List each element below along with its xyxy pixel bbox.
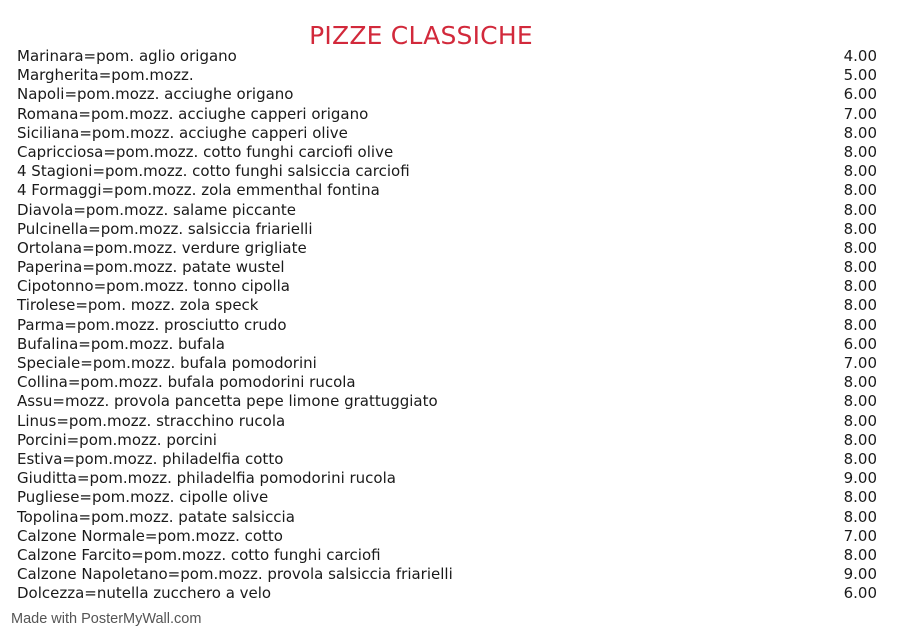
- menu-item-price: 8.00: [843, 258, 877, 277]
- menu-item-price: 7.00: [843, 354, 877, 372]
- menu-item: [17, 527, 887, 546]
- menu-item-price: 8.00: [843, 296, 877, 315]
- menu-item-name: Siciliana=pom.mozz. acciughe capperi olive: [17, 123, 348, 142]
- menu-item: [17, 47, 887, 66]
- menu-item: [17, 124, 887, 143]
- menu-item: [17, 296, 887, 315]
- menu-item: [17, 85, 887, 104]
- footer-credit: Made with PosterMyWall.com: [11, 611, 202, 627]
- menu-item: [17, 239, 887, 258]
- menu-item-price: 8.00: [843, 545, 877, 564]
- menu-item-price: 5.00: [843, 66, 877, 85]
- menu-item: [17, 488, 887, 507]
- menu-item-name: Speciale=pom.mozz. bufala pomodorini: [17, 354, 317, 372]
- menu-item-price: 8.00: [843, 219, 877, 238]
- menu-item-name: 4 Formaggi=pom.mozz. zola emmenthal fontina: [17, 181, 380, 200]
- menu-item-price: 8.00: [843, 123, 877, 142]
- menu-item: [17, 105, 887, 124]
- menu-item-name: Parma=pom.mozz. prosciutto crudo: [17, 315, 287, 334]
- menu-item-name: Pugliese=pom.mozz. cipolle olive: [17, 488, 269, 507]
- menu-item-name: Porcini=pom.mozz. porcini: [17, 430, 217, 449]
- menu-item-price: 4.00: [843, 47, 877, 65]
- menu-item: [17, 412, 887, 431]
- menu-item-name: Ortolana=pom.mozz. verdure grigliate: [17, 238, 307, 257]
- menu-item-price: 8.00: [843, 373, 877, 392]
- page-title: PIZZE CLASSICHE: [309, 20, 533, 50]
- menu-item: [17, 584, 887, 603]
- menu-item: [17, 546, 887, 565]
- menu-item-price: 6.00: [843, 334, 877, 353]
- menu-item: [17, 354, 887, 373]
- menu-item-name: Napoli=pom.mozz. acciughe origano: [17, 85, 294, 104]
- menu-item-name: Estiva=pom.mozz. philadelfia cotto: [17, 449, 284, 468]
- menu-item: [17, 277, 887, 296]
- menu-item-price: 8.00: [843, 488, 877, 507]
- menu-item-price: 7.00: [843, 104, 877, 123]
- menu-item-name: Linus=pom.mozz. stracchino rucola: [17, 411, 286, 430]
- menu-item-name: Dolcezza=nutella zucchero a velo: [17, 584, 272, 603]
- menu-item-name: Bufalina=pom.mozz. bufala: [17, 334, 225, 353]
- menu-item-price: 8.00: [843, 200, 877, 219]
- menu-item-price: 8.00: [843, 142, 877, 161]
- menu-item-name: Cipotonno=pom.mozz. tonno cipolla: [17, 277, 290, 296]
- menu-item: [17, 469, 887, 488]
- menu-item-name: Collina=pom.mozz. bufala pomodorini rucola: [17, 373, 356, 392]
- menu-item: [17, 181, 887, 200]
- menu-item-name: Tirolese=pom. mozz. zola speck: [17, 296, 259, 315]
- menu-item: [17, 162, 887, 181]
- menu-item-name: Paperina=pom.mozz. patate wustel: [17, 258, 285, 277]
- menu-item: [17, 565, 887, 584]
- menu-item: [17, 66, 887, 85]
- menu-item: [17, 431, 887, 450]
- menu-item-price: 9.00: [843, 565, 877, 584]
- menu-item: [17, 392, 887, 411]
- menu-item: [17, 316, 887, 335]
- menu-item-name: Topolina=pom.mozz. patate salsiccia: [17, 507, 295, 526]
- menu-item: [17, 143, 887, 162]
- menu-item-name: Romana=pom.mozz. acciughe capperi origano: [17, 104, 369, 123]
- menu-item-price: 6.00: [843, 584, 877, 603]
- menu-item-price: 8.00: [843, 430, 877, 449]
- menu-item: [17, 450, 887, 469]
- menu-item-name: Calzone Farcito=pom.mozz. cotto funghi carciofi: [17, 545, 381, 564]
- menu-item-price: 8.00: [843, 507, 877, 526]
- menu-item-name: Calzone Napoletano=pom.mozz. provola salsiccia friarielli: [17, 565, 453, 584]
- menu-item-name: Diavola=pom.mozz. salame piccante: [17, 200, 297, 219]
- menu-item: [17, 258, 887, 277]
- menu-item: [17, 508, 887, 527]
- menu-item-price: 8.00: [843, 411, 877, 430]
- menu-item-price: 8.00: [843, 238, 877, 257]
- menu-item: [17, 335, 887, 354]
- menu-item-price: 8.00: [843, 449, 877, 468]
- menu-item-price: 6.00: [843, 85, 877, 104]
- menu-item-name: Capricciosa=pom.mozz. cotto funghi carciofi olive: [17, 142, 394, 161]
- menu-item-name: Giuditta=pom.mozz. philadelfia pomodorini rucola: [17, 469, 396, 488]
- menu-item-price: 8.00: [843, 277, 877, 296]
- menu-item-price: 8.00: [843, 392, 877, 411]
- menu-item-name: Calzone Normale=pom.mozz. cotto: [17, 526, 283, 545]
- menu-item-price: 8.00: [843, 181, 877, 200]
- menu-item-price: 7.00: [843, 526, 877, 545]
- menu-item-price: 8.00: [843, 315, 877, 334]
- menu-item-name: 4 Stagioni=pom.mozz. cotto funghi salsiccia carciofi: [17, 162, 410, 181]
- menu-item-price: 8.00: [843, 162, 877, 181]
- menu-item: [17, 201, 887, 220]
- menu-item: [17, 220, 887, 239]
- menu-item-name: Assu=mozz. provola pancetta pepe limone grattuggiato: [17, 392, 438, 411]
- menu-item-name: Marinara=pom. aglio origano: [17, 47, 237, 65]
- menu-item-price: 9.00: [843, 469, 877, 488]
- menu-item-name: Margherita=pom.mozz.: [17, 66, 194, 85]
- menu-item-name: Pulcinella=pom.mozz. salsiccia friarielli: [17, 219, 313, 238]
- pizza-menu-list: [17, 47, 887, 603]
- menu-item: [17, 373, 887, 392]
